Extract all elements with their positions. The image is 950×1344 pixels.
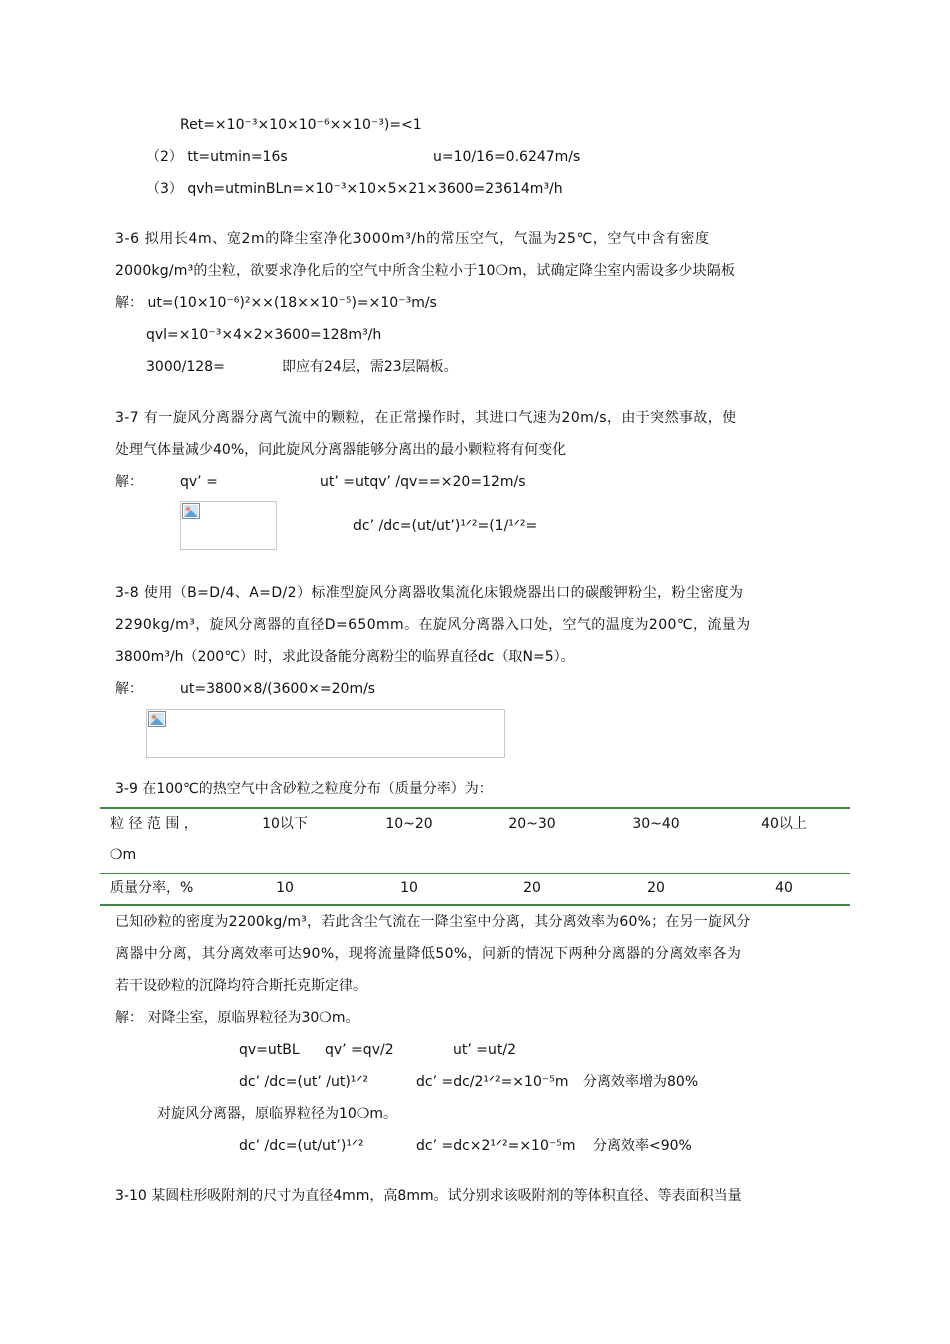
solution-line: dc’ /dc=(ut/ut’)¹ᐟ²=(1/¹ᐟ²=	[353, 518, 538, 534]
table-top-rule	[100, 807, 850, 809]
table-header-cell: 30~40	[632, 816, 680, 832]
broken-image-icon	[148, 711, 166, 727]
problem-3-10-text: 3-10 某圆柱形吸附剂的尺寸为直径4mm，高8mm。试分别求该吸附剂的等体积直径、等表面积当量	[115, 1188, 742, 1204]
solution-line: qv=utBL	[239, 1042, 300, 1058]
problem-3-6-text: 3-6 拟用长4m、宽2m的降尘室净化3000m³/h的常压空气，气温为25℃，空气中含有密度	[115, 231, 710, 247]
solution-line: dc’ /dc=(ut’ /ut)¹ᐟ²	[239, 1074, 368, 1090]
solution-line: qvl=×10⁻³×4×2×3600=128m³/h	[146, 327, 382, 343]
solution-line: dc’ =dc×2¹ᐟ²=×10⁻⁵m	[416, 1138, 576, 1154]
solution-line: dc’ /dc=(ut/ut’)¹ᐟ²	[239, 1138, 364, 1154]
problem-3-9-text: 3-9 在100℃的热空气中含砂粒之粒度分布（质量分率）为：	[115, 781, 493, 797]
table-cell: 20	[523, 880, 541, 896]
solution-line: 分离效率增为80%	[583, 1074, 699, 1090]
solution-line: dc’ =dc/2¹ᐟ²=×10⁻⁵m	[416, 1074, 569, 1090]
table-cell: 10	[400, 880, 418, 896]
solution-line: 即应有24层，需23层隔板。	[282, 359, 458, 375]
table-header-cell: 10~20	[385, 816, 433, 832]
text-line: Ret=×10⁻³×10×10⁻⁶××10⁻³)=<1	[180, 117, 422, 133]
solution-line: 分离效率<90%	[593, 1138, 692, 1154]
solution-line: qv’ =	[180, 474, 218, 490]
broken-image-placeholder	[180, 501, 277, 550]
solution-line: qv’ =qv/2	[325, 1042, 394, 1058]
problem-3-8-text: 3800m³/h（200℃）时，求此设备能分离粉尘的临界直径dc（取N=5）。	[115, 649, 575, 665]
solution-line: 解： 对降尘室，原临界粒径为30❍m。	[115, 1010, 360, 1026]
solution-line: ut=3800×8/(3600×=20m/s	[180, 681, 376, 697]
problem-3-7-text: 3-7 有一旋风分离器分离气流中的颗粒，在正常操作时，其进口气速为20m/s，由于突然事故，使	[115, 410, 737, 426]
text-line: （2） tt=utmin=16s	[146, 149, 288, 165]
broken-image-icon	[182, 503, 200, 519]
solution-line: ut’ =utqv’ /qv==×20=12m/s	[320, 474, 526, 490]
problem-3-8-text: 2290kg/m³，旋风分离器的直径D=650mm。在旋风分离器入口处，空气的温度为200℃，流量为	[115, 617, 751, 633]
table-cell: 40	[775, 880, 793, 896]
table-mid-rule	[100, 873, 850, 874]
table-header-cell: 粒 径 范 围 ，	[110, 816, 198, 832]
problem-3-9-text: 已知砂粒的密度为2200kg/m³，若此含尘气流在一降尘室中分离，其分离效率为60%；在另一旋风分	[115, 914, 751, 930]
solution-line: ut’ =ut/2	[453, 1042, 516, 1058]
problem-3-8-text: 3-8 使用（B=D/4、A=D/2）标准型旋风分离器收集流化床锻烧器出口的碳酸钾粉尘，粉尘密度为	[115, 585, 744, 601]
text-line: u=10/16=0.6247m/s	[433, 149, 581, 165]
table-cell: 20	[647, 880, 665, 896]
solution-line: 3000/128=	[146, 359, 225, 375]
solution-label: 解：	[115, 681, 143, 697]
solution-label: 解：	[115, 474, 143, 490]
text-line: （3） qvh=utminBLn=×10⁻³×10×5×21×3600=23614m³/h	[146, 181, 563, 197]
table-header-unit: ❍m	[110, 847, 137, 863]
broken-image-placeholder	[146, 709, 505, 758]
problem-3-6-text: 2000kg/m³的尘粒，欲要求净化后的空气中所含尘粒小于10❍m，试确定降尘室内需设多少块隔板	[115, 263, 736, 279]
table-header-cell: 20~30	[508, 816, 556, 832]
problem-3-9-text: 若干设砂粒的沉降均符合斯托克斯定律。	[115, 978, 367, 994]
problem-3-7-text: 处理气体量减少40%，问此旋风分离器能够分离出的最小颗粒将有何变化	[115, 442, 567, 458]
table-row-label: 质量分率，%	[110, 880, 194, 896]
solution-line: 对旋风分离器，原临界粒径为10❍m。	[157, 1106, 398, 1122]
table-bottom-rule	[100, 904, 850, 906]
table-header-cell: 40以上	[761, 816, 807, 832]
table-header-cell: 10以下	[262, 816, 308, 832]
solution-line: 解： ut=(10×10⁻⁶)²××(18××10⁻⁵)=×10⁻³m/s	[115, 295, 437, 311]
problem-3-9-text: 离器中分离，其分离效率可达90%，现将流量降低50%，问新的情况下两种分离器的分离效率各为	[115, 946, 742, 962]
table-cell: 10	[276, 880, 294, 896]
